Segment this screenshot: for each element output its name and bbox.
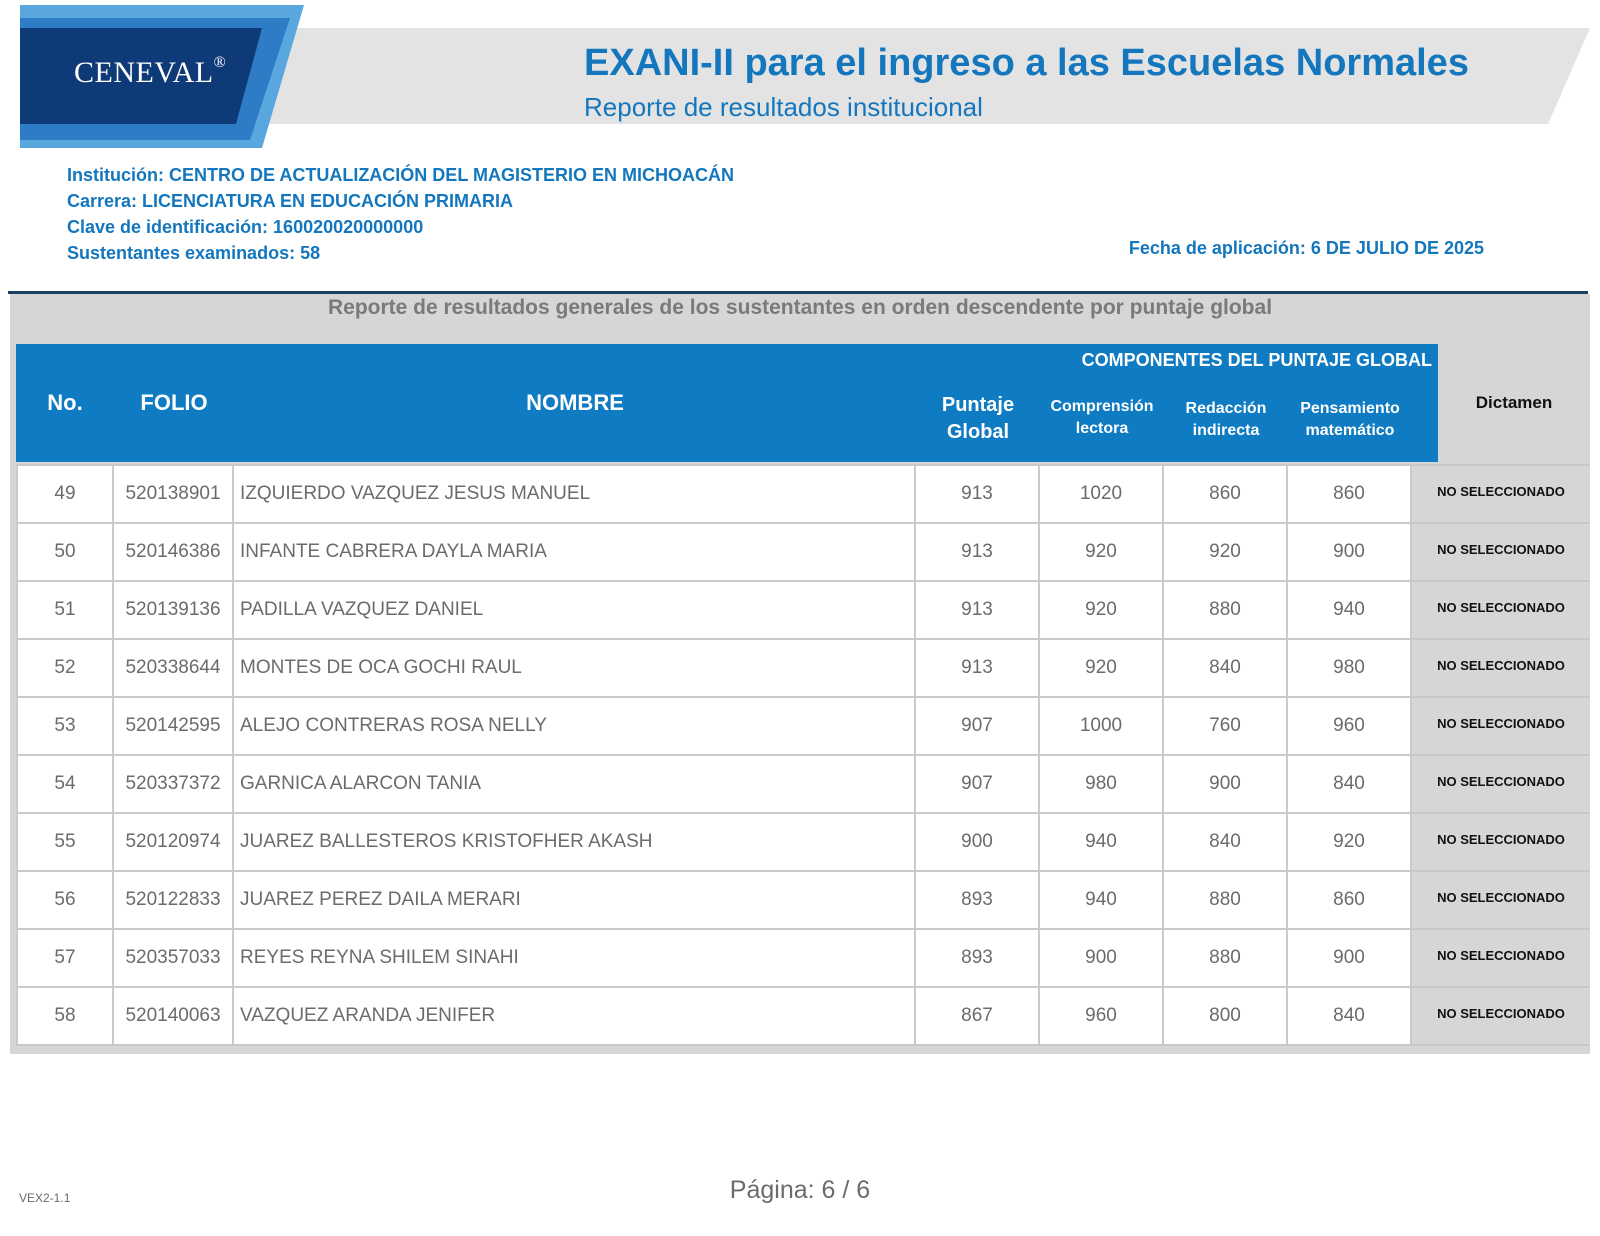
row-redaccion-indirecta: 860 xyxy=(1164,466,1288,522)
row-number: 50 xyxy=(16,524,114,580)
header-no: No. xyxy=(47,390,83,415)
row-pensamiento-matematico: 920 xyxy=(1288,814,1412,870)
table-row xyxy=(16,872,1590,930)
row-pensamiento-matematico: 840 xyxy=(1288,756,1412,812)
row-dictamen: NO SELECCIONADO xyxy=(1412,814,1590,870)
results-panel xyxy=(10,294,1590,1054)
row-number: 53 xyxy=(16,698,114,754)
row-nombre: GARNICA ALARCON TANIA xyxy=(234,756,916,812)
header-puntaje-global: Puntaje Global xyxy=(941,394,1015,443)
row-number: 51 xyxy=(16,582,114,638)
table-row xyxy=(16,756,1590,814)
row-dictamen: NO SELECCIONADO xyxy=(1412,930,1590,986)
row-puntaje-global: 913 xyxy=(916,640,1040,696)
row-number: 57 xyxy=(16,930,114,986)
row-comprension-lectora: 1020 xyxy=(1040,466,1164,522)
row-nombre: MONTES DE OCA GOCHI RAUL xyxy=(234,640,916,696)
row-number: 49 xyxy=(16,466,114,522)
row-pensamiento-matematico: 860 xyxy=(1288,872,1412,928)
row-redaccion-indirecta: 840 xyxy=(1164,814,1288,870)
header-pensamiento-matematico: Pensamiento matemático xyxy=(1300,400,1400,439)
form-code: VEX2-1.1 xyxy=(19,1191,71,1205)
row-puntaje-global: 900 xyxy=(916,814,1040,870)
row-number: 56 xyxy=(16,872,114,928)
institution-info xyxy=(67,162,734,266)
application-date: Fecha de aplicación: 6 DE JULIO DE 2025 xyxy=(1128,238,1484,258)
row-comprension-lectora: 940 xyxy=(1040,872,1164,928)
table-row xyxy=(16,524,1590,582)
row-comprension-lectora: 920 xyxy=(1040,524,1164,580)
header-nombre: NOMBRE xyxy=(526,390,624,415)
row-folio: 520142595 xyxy=(114,698,234,754)
row-nombre: REYES REYNA SHILEM SINAHI xyxy=(234,930,916,986)
row-pensamiento-matematico: 980 xyxy=(1288,640,1412,696)
row-redaccion-indirecta: 880 xyxy=(1164,582,1288,638)
row-dictamen: NO SELECCIONADO xyxy=(1412,698,1590,754)
row-redaccion-indirecta: 880 xyxy=(1164,872,1288,928)
row-nombre: INFANTE CABRERA DAYLA MARIA xyxy=(234,524,916,580)
row-puntaje-global: 907 xyxy=(916,698,1040,754)
document-subtitle: Reporte de resultados institucional xyxy=(584,92,983,122)
table-row xyxy=(16,988,1590,1046)
row-puntaje-global: 913 xyxy=(916,524,1040,580)
row-dictamen: NO SELECCIONADO xyxy=(1412,756,1590,812)
row-folio: 520146386 xyxy=(114,524,234,580)
row-folio: 520337372 xyxy=(114,756,234,812)
header-dictamen: Dictamen xyxy=(1438,344,1590,462)
row-folio: 520140063 xyxy=(114,988,234,1044)
row-comprension-lectora: 980 xyxy=(1040,756,1164,812)
row-nombre: IZQUIERDO VAZQUEZ JESUS MANUEL xyxy=(234,466,916,522)
row-redaccion-indirecta: 760 xyxy=(1164,698,1288,754)
row-puntaje-global: 907 xyxy=(916,756,1040,812)
row-number: 54 xyxy=(16,756,114,812)
header-folio: FOLIO xyxy=(140,390,208,415)
row-puntaje-global: 867 xyxy=(916,988,1040,1044)
row-nombre: JUAREZ BALLESTEROS KRISTOFHER AKASH xyxy=(234,814,916,870)
table-row xyxy=(16,698,1590,756)
row-dictamen: NO SELECCIONADO xyxy=(1412,988,1590,1044)
row-redaccion-indirecta: 880 xyxy=(1164,930,1288,986)
career-name: Carrera: LICENCIATURA EN EDUCACIÓN PRIMARIA xyxy=(67,191,514,211)
document-title: EXANI-II para el ingreso a las Escuelas Normales xyxy=(584,42,1469,84)
row-dictamen: NO SELECCIONADO xyxy=(1412,582,1590,638)
row-pensamiento-matematico: 860 xyxy=(1288,466,1412,522)
row-comprension-lectora: 920 xyxy=(1040,640,1164,696)
row-pensamiento-matematico: 900 xyxy=(1288,524,1412,580)
identification-key: Clave de identificación: 160020020000000 xyxy=(67,217,424,237)
row-comprension-lectora: 960 xyxy=(1040,988,1164,1044)
row-puntaje-global: 893 xyxy=(916,872,1040,928)
row-nombre: VAZQUEZ ARANDA JENIFER xyxy=(234,988,916,1044)
row-comprension-lectora: 1000 xyxy=(1040,698,1164,754)
row-pensamiento-matematico: 840 xyxy=(1288,988,1412,1044)
row-redaccion-indirecta: 800 xyxy=(1164,988,1288,1044)
row-redaccion-indirecta: 920 xyxy=(1164,524,1288,580)
row-nombre: JUAREZ PEREZ DAILA MERARI xyxy=(234,872,916,928)
row-number: 58 xyxy=(16,988,114,1044)
results-rows xyxy=(16,464,1590,1046)
table-row xyxy=(16,930,1590,988)
header-comprension-lectora: Comprensión lectora xyxy=(1050,398,1154,437)
row-redaccion-indirecta: 900 xyxy=(1164,756,1288,812)
row-comprension-lectora: 940 xyxy=(1040,814,1164,870)
table-row xyxy=(16,814,1590,872)
row-comprension-lectora: 920 xyxy=(1040,582,1164,638)
row-pensamiento-matematico: 900 xyxy=(1288,930,1412,986)
row-folio: 520139136 xyxy=(114,582,234,638)
row-nombre: PADILLA VAZQUEZ DANIEL xyxy=(234,582,916,638)
row-puntaje-global: 913 xyxy=(916,466,1040,522)
row-puntaje-global: 913 xyxy=(916,582,1040,638)
row-number: 55 xyxy=(16,814,114,870)
institution-name: Institución: CENTRO DE ACTUALIZACIÓN DEL MAGISTERIO EN MICHOACÁN xyxy=(67,165,734,185)
row-redaccion-indirecta: 840 xyxy=(1164,640,1288,696)
row-dictamen: NO SELECCIONADO xyxy=(1412,872,1590,928)
row-dictamen: NO SELECCIONADO xyxy=(1412,640,1590,696)
page-number: Página: 6 / 6 xyxy=(729,1176,871,1204)
row-puntaje-global: 893 xyxy=(916,930,1040,986)
examinees-count: Sustentantes examinados: 58 xyxy=(67,243,321,263)
row-folio: 520138901 xyxy=(114,466,234,522)
table-row xyxy=(16,640,1590,698)
row-folio: 520338644 xyxy=(114,640,234,696)
row-folio: 520120974 xyxy=(114,814,234,870)
results-table-title: Reporte de resultados generales de los sustentantes en orden descendente por puntaje global xyxy=(327,296,1273,319)
row-dictamen: NO SELECCIONADO xyxy=(1412,524,1590,580)
row-pensamiento-matematico: 940 xyxy=(1288,582,1412,638)
table-row xyxy=(16,582,1590,640)
row-comprension-lectora: 900 xyxy=(1040,930,1164,986)
row-dictamen: NO SELECCIONADO xyxy=(1412,466,1590,522)
row-folio: 520122833 xyxy=(114,872,234,928)
row-folio: 520357033 xyxy=(114,930,234,986)
table-row xyxy=(16,464,1590,524)
table-header xyxy=(16,344,1438,462)
header-redaccion-indirecta: Redacción indirecta xyxy=(1185,400,1267,439)
row-nombre: ALEJO CONTRERAS ROSA NELLY xyxy=(234,698,916,754)
ceneval-logo: CENEVAL® xyxy=(74,54,227,89)
header-componentes: COMPONENTES DEL PUNTAJE GLOBAL xyxy=(1081,350,1432,370)
row-number: 52 xyxy=(16,640,114,696)
header-banner xyxy=(0,0,1600,150)
row-pensamiento-matematico: 960 xyxy=(1288,698,1412,754)
